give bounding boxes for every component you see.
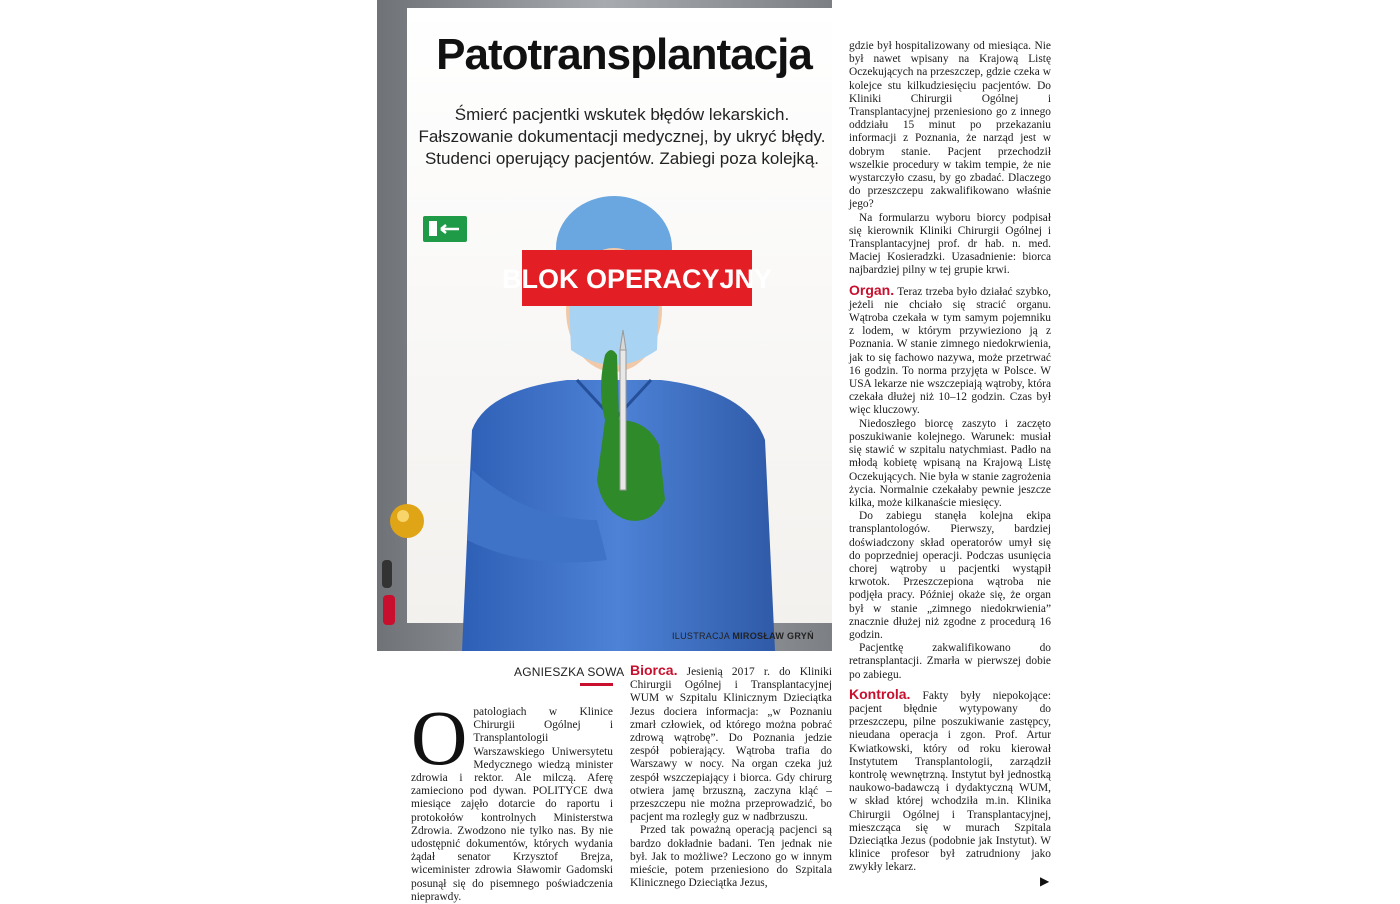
author-byline: AGNIESZKA SOWA <box>514 665 625 679</box>
column-3 <box>849 40 1051 875</box>
runin-heading: Biorca. <box>630 662 678 678</box>
deck-line: Śmierć pacjentki wskutek błędów lekarskich. <box>454 105 790 124</box>
paragraph: Pacjentkę zakwalifikowano do retransplantacji. Zmarła w pierwszej dobie po zabiegu. <box>849 642 1051 681</box>
continue-arrow-icon: ▶ <box>1040 874 1050 888</box>
paragraph: Do zabiegu stanęła kolejna ekipa transplantologów. Pierwszy, bardziej doświadczony skład operatorów umył się do poprzedniej operacji. Podczas usunięcia chorej wątroby u pacjentki wystąpił krwotok. Przeszczepiona wątroba nie podjęła pracy. Później okaże się, że organ był w stanie „zimnego niedokrwienia” znacznie dłużej niż zgodne z procedurą 16 godzin. <box>849 510 1051 641</box>
byline-rule <box>580 683 613 686</box>
paragraph: Kontrola. Fakty były niepokojące: pacjent błędnie wytypowany do przeszczepu, pilne poszukiwanie zastępcy, nieudana operacja i zgon. Prof. Artur Kwiatkowski, który od roku kierował Instytutem Transplantologii, zarządził kontrolę wewnętrzną. Instytut był jednostką naukowo-badawczą i dydaktyczną WUM, w skład której wchodziła m.in. Klinika Chirurgii Ogólnej i Transplantacyjnej, mieszcząca się w murach Szpitala Dzieciątka Jezus (podobnie jak Instytut). W klinice profesor był zatrudniony jako zwykły lekarz. <box>849 685 1051 874</box>
paragraph: gdzie był hospitalizowany od miesiąca. Nie był nawet wpisany na Krajową Listę Oczekujących na przeszczep, gdzie czeka w kolejce stu kilkudziesięciu pacjentów. Do Kliniki Chirurgii Ogólnej i Transplantacyjnej przeniesiono go z innego oddziału 15 minut po przekazaniu informacji z Poznania, że narząd jest w dobrym stanie. Pacjent przechodził wszelkie procedury w takim tempie, że nie wystarczyło czasu, by go zbadać. Dlaczego do przeszczepu zakwalifikowano właśnie jego? <box>849 40 1051 211</box>
operating-room-sign-text: BLOK OPERACYJNY <box>501 264 773 294</box>
credit-name: MIROSŁAW GRYŃ <box>732 631 814 641</box>
column-1 <box>411 694 613 904</box>
article-headline: Patotransplantacja <box>436 30 812 79</box>
illustration-credit <box>672 631 814 641</box>
illustration-svg <box>377 0 832 651</box>
runin-heading: Organ. <box>849 281 895 298</box>
column-2 <box>630 664 832 890</box>
paragraph: Przed tak poważną operacją pacjenci są bardzo dokładnie badani. Ten jednak nie był. Jak to możliwe? Leczono go w innym mieście, potem przeniesiono do Szpitala Klinicznego Dzieciątka Jezus, <box>630 824 832 890</box>
deck-line: Studenci operujący pacjentów. Zabiegi poza kolejką. <box>424 149 820 168</box>
paragraph: Na formularzu wyboru biorcy podpisał się kierownik Kliniki Chirurgii Ogólnej i Transplantacyjnej prof. dr hab. n. med. Maciej Kosieradzki. Uzasadnienie: biorca najbardziej pilny w tej grupie krwi. <box>849 211 1051 277</box>
emergency-exit-sign-icon <box>423 216 467 242</box>
article-illustration <box>377 0 832 651</box>
scalpel <box>620 350 626 490</box>
deck-line: Fałszowanie dokumentacji medycznej, by ukryć błędy. <box>418 127 826 146</box>
paragraph: Niedoszłego biorcę zaszyto i zaczęto poszukiwanie kolejnego. Warunek: musiał się stawić w szpitalu natychmiast. Padło na młodą kobietę wpisaną na Krajową Listę Oczekujących. Nie była w stanie zagrożenia życia. Normalnie czekałaby pewnie jeszcze kilka, może kilkanaście miesięcy. <box>849 417 1051 509</box>
paragraph: Organ. Teraz trzeba było działać szybko, jeżeli nie chciało się stracić organu. Wątroba czekała w tym samym pojemniku z lodem, w którym przywieziono ją z Poznania. W stanie zimnego niedokrwienia, jak to się fachowo nazywa, może przetrwać 16 godzin. To norma przyjęta w Polsce. W USA lekarze nie wszczepiają wątroby, która czekała dłużej niż 10–12 godzin. Czas był więc kluczowy. <box>849 281 1051 417</box>
paragraph: Biorca. Jesienią 2017 r. do Kliniki Chirurgii Ogólnej i Transplantacyjnej WUM w Szpitalu Klinicznym Dzieciątka Jezus dociera informacja: „w Poznaniu zmarł człowiek, od którego można pobrać zdrową wątrobę”. Do Poznania jedzie zespół pobierający. Wątroba trafia do Warszawy w nocy. Na organ czeka już zespół wszczepiający i biorca. Gdy chirurg otwiera jamę brzuszną, zaczyna kląć – przeszczepu nie można przeprowadzić, bo pacjent ma rozległy guz w nadbrzuszu. <box>630 662 832 824</box>
intro-paragraph: Opatologiach w Klinice Chirurgii Ogólnej i Transplantologii Warszawskiego Uniwersytetu Medycznego wiedzą minister zdrowia i rektor. Ale milczą. Aferę zamieciono pod dywan. POLITYCE dwa miesiące zajęło dotarcie do raportu i protokołów kontrolnych Ministerstwa Zdrowia. Zwodzono nie tylko nas. By nie udostępnić dokumentów, których wydania żądał senator Krzysztof Brejza, wiceminister zdrowia Sławomir Gadomski posunął się do pisemnego poświadczenia nieprawdy. <box>411 694 613 903</box>
runin-heading: Kontrola. <box>849 685 911 702</box>
drop-cap: O <box>411 694 468 781</box>
article-deck <box>412 104 832 170</box>
door-knob-icon <box>390 504 424 538</box>
credit-prefix: ILUSTRACJA <box>672 631 730 641</box>
